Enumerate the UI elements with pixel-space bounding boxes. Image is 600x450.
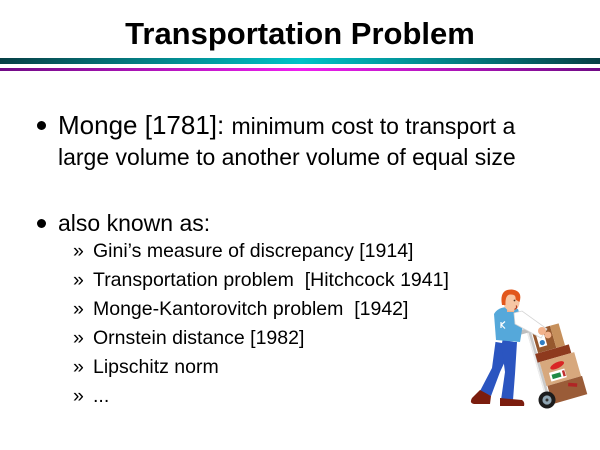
list-item — [73, 353, 493, 382]
sub-bullet-marker: » — [73, 240, 84, 262]
sub-bullet-text: Gini’s measure of discrepancy [1914] — [93, 240, 414, 262]
bullet-dot-icon — [37, 121, 46, 130]
divider-magenta-line — [0, 68, 600, 71]
sub-bullet-marker: » — [73, 355, 84, 378]
list-item — [73, 382, 493, 411]
slide-title: Transportation Problem — [125, 16, 475, 51]
sub-bullet-marker: » — [73, 268, 84, 291]
mover-clipart — [470, 286, 600, 416]
sub-bullet-marker: » — [73, 297, 84, 320]
bullet-lead-text: Monge [1781]: — [58, 110, 232, 140]
wheel-icon — [539, 392, 556, 409]
sub-bullet-marker: » — [73, 326, 84, 349]
sub-bullet-text: ... — [93, 384, 110, 407]
sub-bullet-text: Transportation problem [Hitchcock 1941] — [93, 268, 449, 291]
list-item — [73, 266, 493, 295]
bullet-monge — [58, 110, 528, 173]
sub-bullet-text: Monge-Kantorovitch problem [1942] — [93, 297, 409, 320]
list-item — [73, 237, 493, 266]
sub-bullet-text: Lipschitz norm — [93, 355, 219, 378]
bullet-dot-icon — [37, 219, 46, 228]
sub-bullet-marker: » — [73, 384, 84, 407]
sub-bullet-list — [73, 237, 493, 410]
bullet-also-known-as: also known as: — [58, 210, 211, 236]
divider-teal-line — [0, 58, 600, 64]
bullet-body-text: minimum cost to transport a large volume to another volume of equal size — [58, 113, 516, 170]
list-item — [73, 324, 493, 353]
list-item — [73, 295, 493, 324]
sub-bullet-text: Ornstein distance [1982] — [93, 326, 305, 349]
